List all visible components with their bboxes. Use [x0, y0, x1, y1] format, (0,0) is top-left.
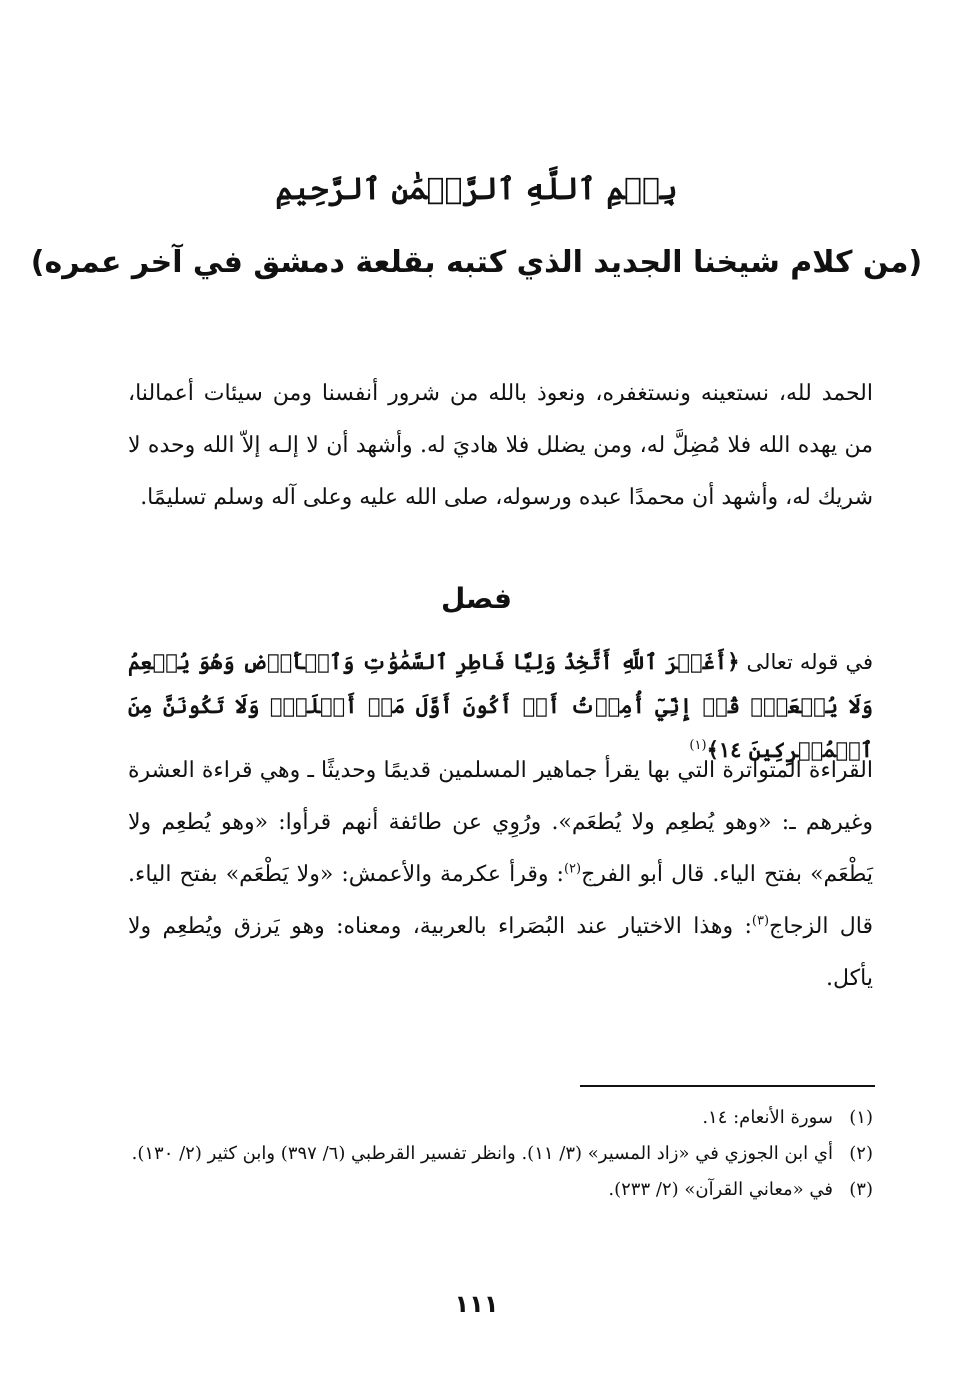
body-text-3: : وهذا الاختيار عند البُصَراء بالعربية، ومعناه: وهو يَرزق ويُطعِم ولا يأكل. [128, 914, 873, 991]
verse-prefix: في قوله تعالى [746, 650, 873, 674]
page-number: ١١١ [454, 1290, 499, 1318]
page-title: (من كلام شيخنا الجديد الذي كتبه بقلعة دمشق في آخر عمره) [30, 245, 923, 280]
footnote-item [128, 1172, 873, 1208]
footnotes [128, 1100, 873, 1208]
footnote-text: أي ابن الجوزي في «زاد المسير» (٣/ ١١). وانظر تفسير القرطبي (٦/ ٣٩٧) وابن كثير (٢/ ١٣٠). [131, 1143, 833, 1164]
basmala: بِسۡمِ ٱللَّهِ ٱلرَّحۡمَٰنِ ٱلرَّحِيمِ [275, 172, 678, 207]
footnote-item [128, 1100, 873, 1136]
section-heading: فصل [441, 582, 512, 615]
footnote-number: (٢) [849, 1143, 873, 1164]
body-paragraph [128, 745, 873, 1005]
intro-paragraph: الحمد لله، نستعينه ونستغفره، ونعوذ بالله من شرور أنفسنا ومن سيئات أعمالنا، من يهده الله فلا مُضِلَّ له، ومن يضلل فلا هاديَ له. وأشهد أن لا إلـه إلاّ الله وحده لا شريك له، وأشهد أن محمدًا عبده ورسوله، صلى الله عليه وعلى آله وسلم تسليمًا. [128, 381, 873, 510]
quran-verse: ﴿أَغَيۡرَ ٱللَّهِ أَتَّخِذُ وَلِيّٗا فَاطِرِ ٱلسَّمَٰوَٰتِ وَٱلۡأَرۡضِ وَهُوَ يُطۡعِمُ وَلَا يُطۡعَمُۗ قُلۡ إِنِّيٓ أُمِرۡتُ أَنۡ أَكُونَ أَوَّلَ مَنۡ أَسۡلَمَۖ وَلَا تَكُونَنَّ مِنَ ٱلۡمُشۡرِكِينَ ١٤﴾ [128, 649, 873, 762]
footnote-text: في «معاني القرآن» (٢/ ٢٣٣). [608, 1179, 833, 1200]
footnote-number: (٣) [849, 1179, 873, 1200]
footnote-ref-3: (٣) [751, 913, 770, 929]
footnote-ref-1: (١) [689, 738, 707, 753]
body-text-2: : وقرأ عكرمة والأعمش: «ولا يَطْعَم» بفتح الياء. قال الزجاج [128, 862, 874, 939]
footnote-item [128, 1136, 873, 1172]
footnote-ref-2: (٢) [563, 861, 582, 877]
footnote-number: (١) [849, 1107, 873, 1128]
footnote-divider [580, 1085, 875, 1087]
body-text-1: القراءة المتواترة التي بها يقرأ جماهير المسلمين قديمًا وحديثًا ـ وهي قراءة العشرة وغيرهم ـ: «وهو يُطعِم ولا يُطعَم». ورُوِي عن طائفة أنهم قرأوا: «وهو يُطعِم ولا يَطْعَم» بفتح الياء. قال أبو الفرج [128, 758, 873, 887]
footnote-text: سورة الأنعام: ١٤. [702, 1107, 833, 1128]
